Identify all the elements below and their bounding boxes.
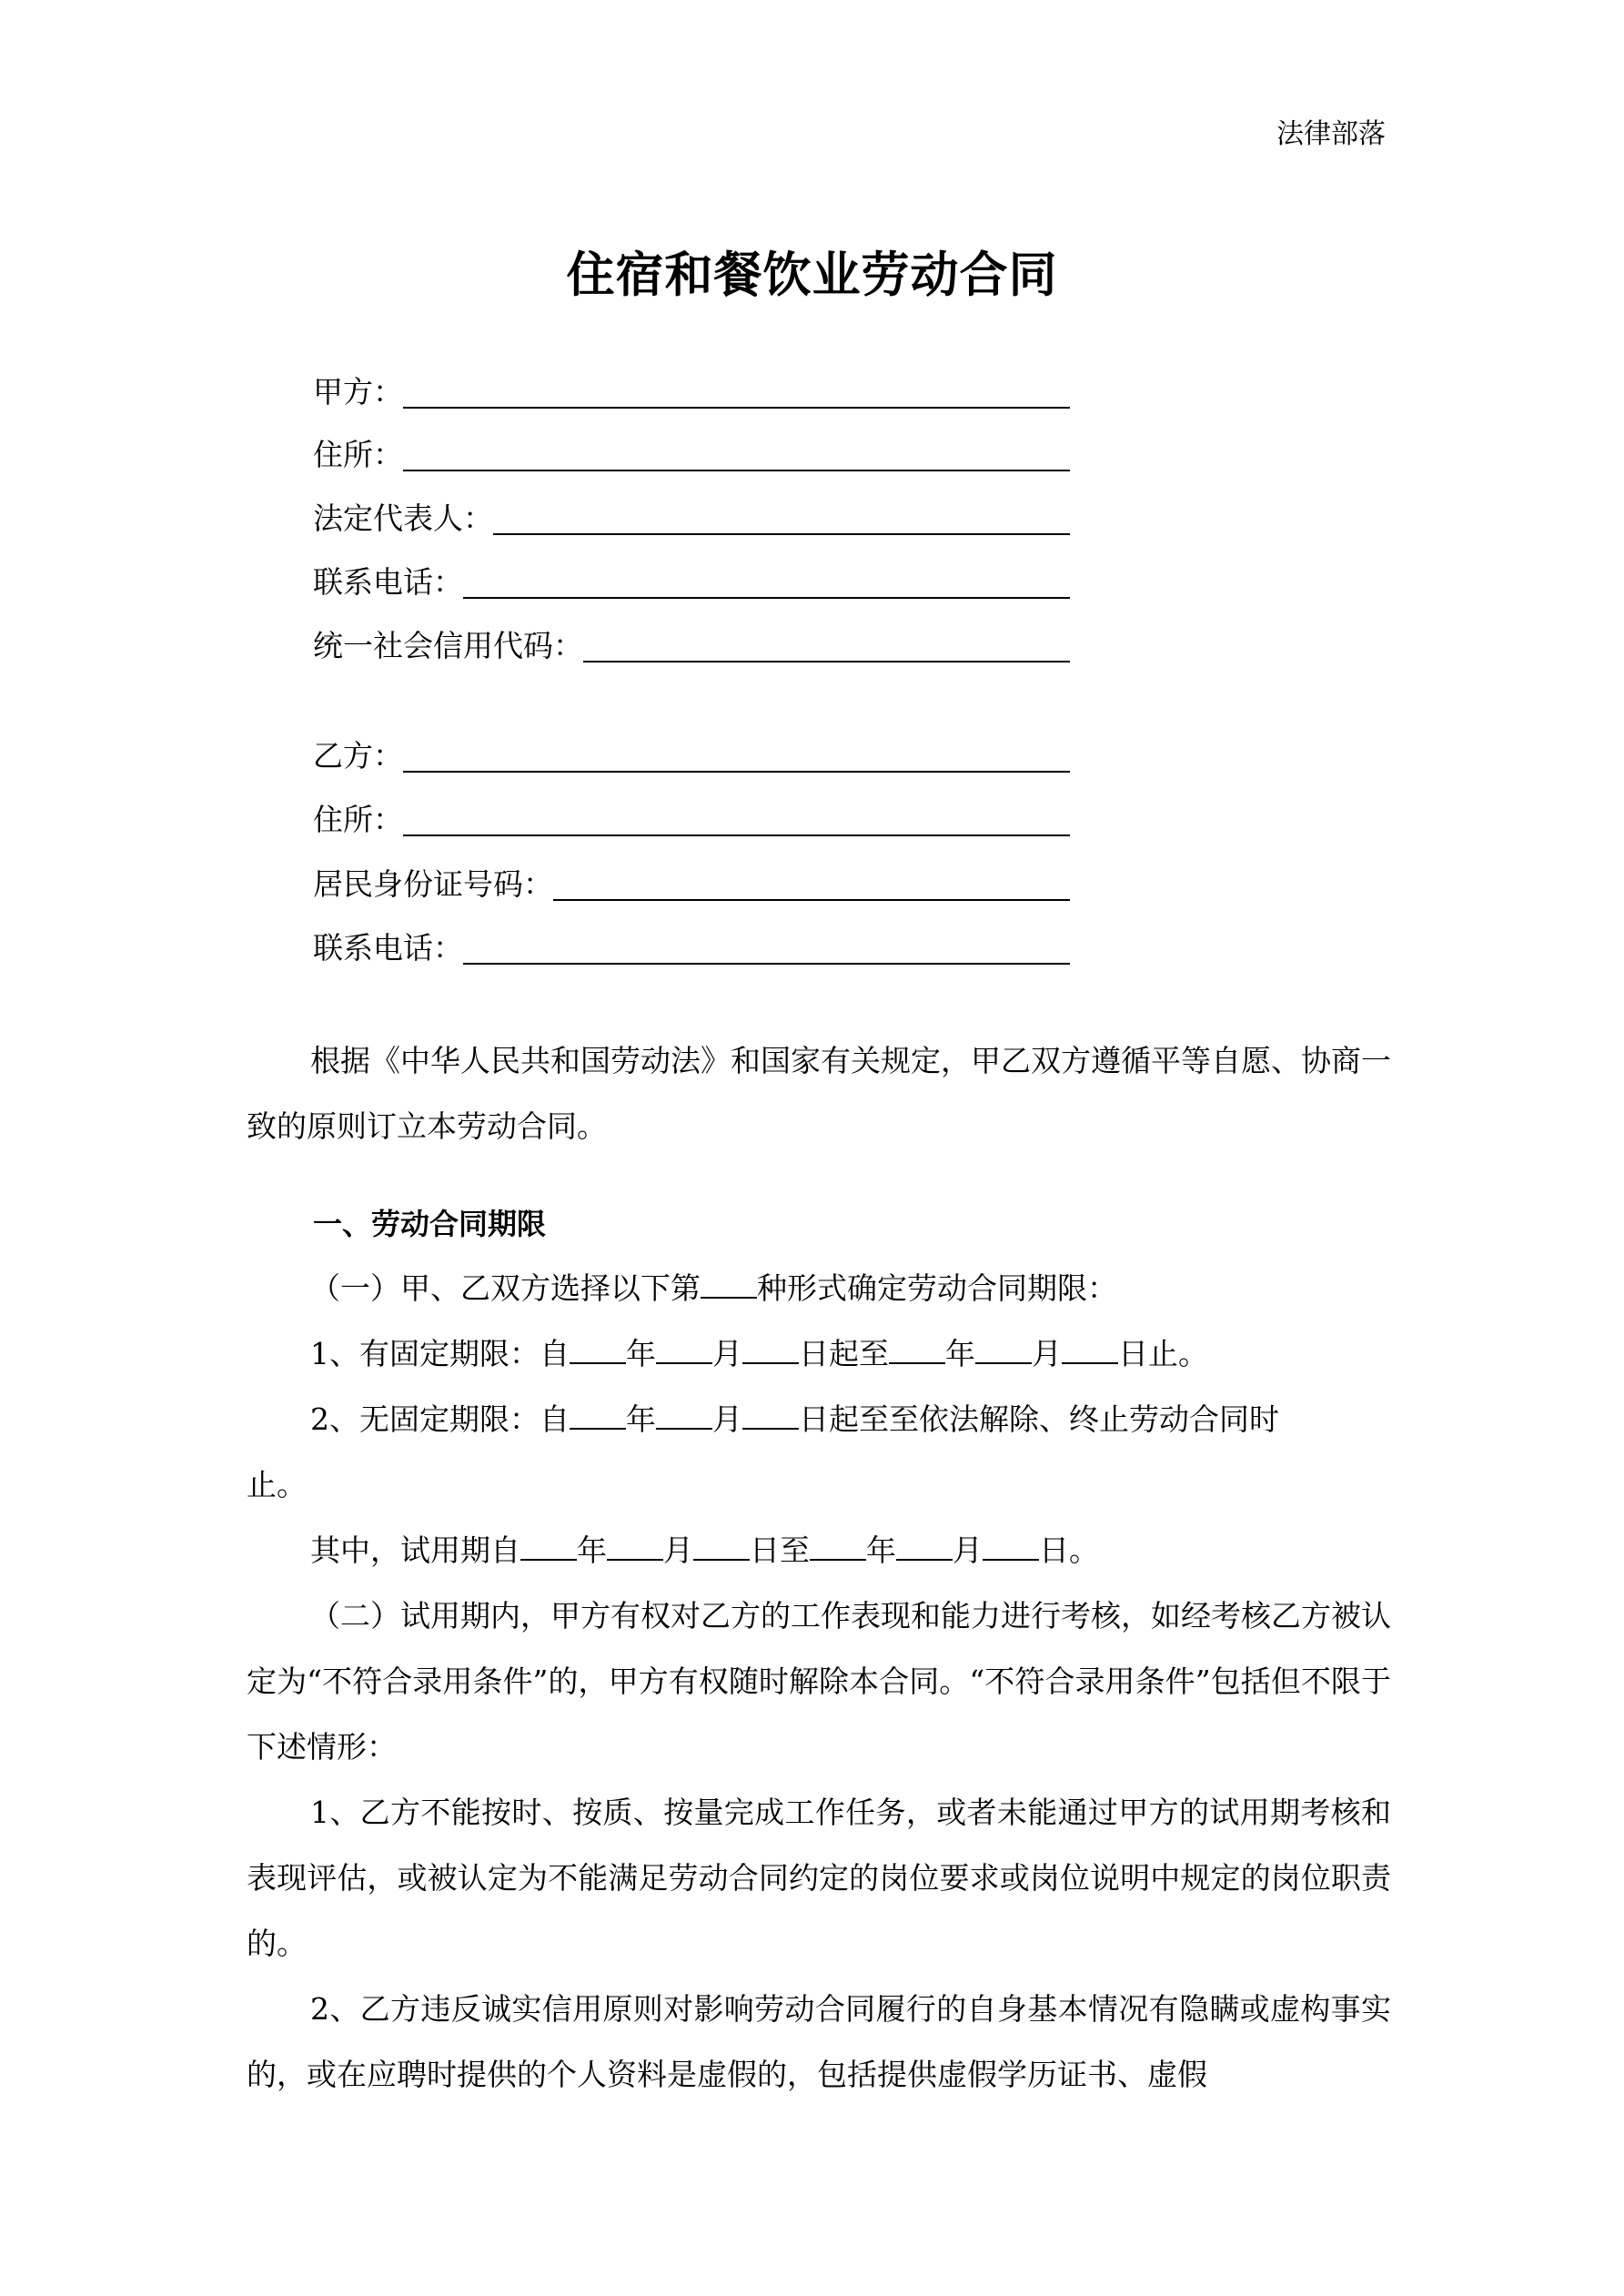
- document-title: 住宿和餐饮业劳动合同: [566, 248, 1058, 303]
- party-a-name-label: 甲方：: [313, 374, 403, 410]
- party-a-address-blank[interactable]: [403, 433, 1070, 471]
- party-a-credit-code-field[interactable]: [313, 622, 1070, 668]
- party-a-rep-blank[interactable]: [493, 497, 1070, 535]
- party-b-address-label: 住所：: [313, 802, 403, 837]
- day-final-text: 日。: [1039, 1532, 1099, 1568]
- party-a-credit-code-blank[interactable]: [583, 624, 1070, 663]
- party-a-rep-label: 法定代表人：: [313, 501, 493, 536]
- term-choice-pre: （一）甲、乙双方选择以下第: [310, 1270, 701, 1306]
- day-to-text: 日至: [750, 1532, 810, 1568]
- nonfixed-start-year-blank[interactable]: [570, 1401, 626, 1430]
- term-choice-line: [247, 1256, 1391, 1321]
- party-a-address-field[interactable]: [313, 431, 1070, 477]
- probation-end-month-blank[interactable]: [896, 1532, 953, 1561]
- probation-prefix: 其中，试用期自: [310, 1532, 520, 1568]
- party-b-id-blank[interactable]: [553, 863, 1070, 901]
- section-1-heading: 一、劳动合同期限: [313, 1207, 547, 1241]
- month-text: 月: [663, 1532, 693, 1568]
- probation-start-day-blank[interactable]: [693, 1532, 750, 1561]
- party-b-id-field[interactable]: [313, 861, 1070, 906]
- nonfixed-term-line: [247, 1387, 1391, 1452]
- month-text: 月: [1032, 1336, 1062, 1371]
- party-a-name-blank[interactable]: [403, 370, 1070, 409]
- intro-paragraph: 根据《中华人民共和国劳动法》和国家有关规定，甲乙双方遵循平等自愿、协商一致的原则订立本劳动合同。: [247, 1043, 1391, 1144]
- year-text: 年: [945, 1336, 975, 1371]
- fixed-term-prefix: 1、有固定期限：自: [310, 1336, 570, 1371]
- nonfixed-start-month-blank[interactable]: [656, 1401, 712, 1430]
- day-end-text: 日止。: [1118, 1336, 1208, 1371]
- nonfixed-term-suffix: 日起至至依法解除、终止劳动合同时: [799, 1401, 1279, 1437]
- fixed-end-year-blank[interactable]: [889, 1335, 945, 1364]
- month-text: 月: [712, 1401, 742, 1437]
- fixed-start-month-blank[interactable]: [656, 1335, 712, 1364]
- party-b-phone-field[interactable]: [313, 925, 1070, 970]
- party-a-phone-label: 联系电话：: [313, 564, 463, 600]
- year-text: 年: [626, 1336, 656, 1371]
- nonfixed-term-wrap: 止。: [247, 1467, 307, 1502]
- probation-start-year-blank[interactable]: [520, 1532, 577, 1561]
- probation-start-month-blank[interactable]: [607, 1532, 663, 1561]
- year-text: 年: [626, 1401, 656, 1437]
- fixed-start-day-blank[interactable]: [742, 1335, 799, 1364]
- party-b-phone-label: 联系电话：: [313, 930, 463, 966]
- year-text: 年: [866, 1532, 896, 1568]
- nonfixed-start-day-blank[interactable]: [742, 1401, 799, 1430]
- condition-2-paragraph: 2、乙方违反诚实信用原则对影响劳动合同履行的自身基本情况有隐瞒或虚构事实的，或在应聘时提供的个人资料是虚假的，包括提供虚假学历证书、虚假: [247, 1991, 1391, 2092]
- fixed-start-year-blank[interactable]: [570, 1335, 626, 1364]
- month-text: 月: [953, 1532, 983, 1568]
- party-a-rep-field[interactable]: [313, 495, 1070, 541]
- condition-1-paragraph: 1、乙方不能按时、按质、按量完成工作任务，或者未能通过甲方的试用期考核和表现评估，或被认定为不能满足劳动合同约定的岗位要求或岗位说明中规定的岗位职责的。: [247, 1795, 1391, 1961]
- party-b-phone-blank[interactable]: [463, 926, 1070, 965]
- party-b-name-field[interactable]: [313, 733, 1070, 778]
- party-b-address-field[interactable]: [313, 796, 1070, 842]
- brand-header: 法律部落: [1276, 118, 1386, 150]
- term-choice-blank[interactable]: [701, 1269, 757, 1299]
- month-text: 月: [712, 1336, 742, 1371]
- probation-end-day-blank[interactable]: [983, 1532, 1039, 1561]
- fixed-end-day-blank[interactable]: [1062, 1335, 1118, 1364]
- party-b-name-blank[interactable]: [403, 734, 1070, 773]
- party-a-phone-field[interactable]: [313, 559, 1070, 604]
- day-from-text: 日起至: [799, 1336, 889, 1371]
- fixed-term-line: [247, 1321, 1391, 1387]
- probation-end-year-blank[interactable]: [810, 1532, 866, 1561]
- party-a-phone-blank[interactable]: [463, 561, 1070, 599]
- party-a-credit-code-label: 统一社会信用代码：: [313, 628, 583, 663]
- party-a-name-field[interactable]: [313, 369, 1070, 414]
- fixed-end-month-blank[interactable]: [975, 1335, 1032, 1364]
- nonfixed-term-prefix: 2、无固定期限：自: [310, 1401, 570, 1437]
- party-b-address-blank[interactable]: [403, 798, 1070, 836]
- party-a-address-label: 住所：: [313, 437, 403, 472]
- term-choice-post: 种形式确定劳动合同期限：: [757, 1270, 1117, 1306]
- party-b-name-label: 乙方：: [313, 738, 403, 774]
- year-text: 年: [577, 1532, 607, 1568]
- probation-line: [247, 1518, 1391, 1583]
- party-b-id-label: 居民身份证号码：: [313, 866, 553, 902]
- probation-assessment-paragraph: （二）试用期内，甲方有权对乙方的工作表现和能力进行考核，如经考核乙方被认定为“不符合录用条件”的，甲方有权随时解除本合同。“不符合录用条件”包括但不限于下述情形：: [247, 1598, 1391, 1765]
